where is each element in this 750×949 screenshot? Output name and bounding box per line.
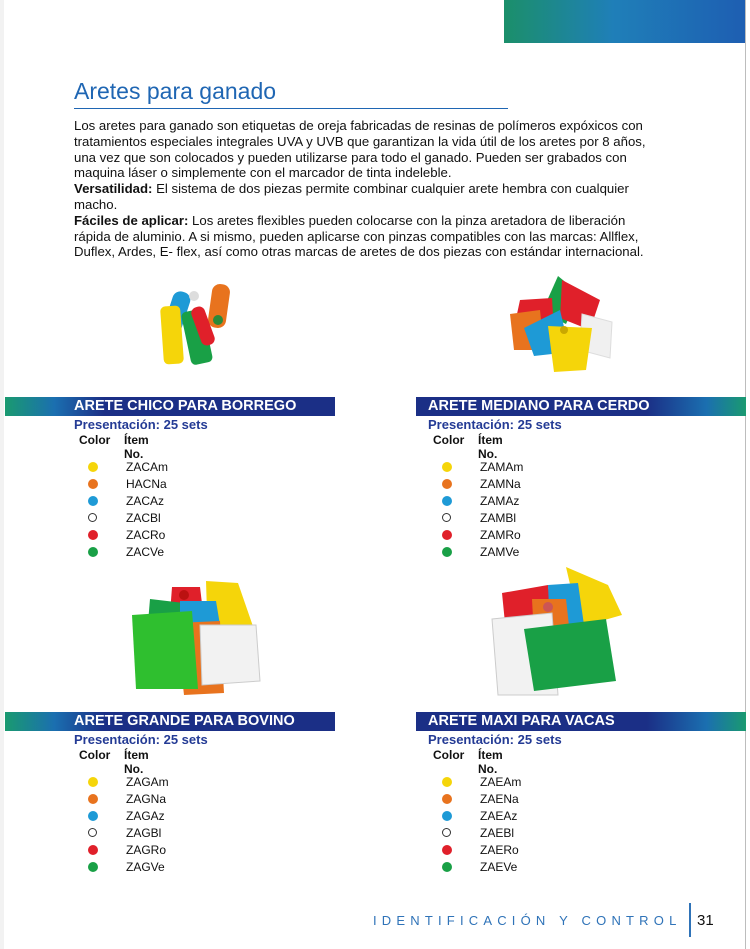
blue-color-dot-icon: [88, 811, 98, 821]
large-bovine-tags-image: [128, 577, 264, 699]
header-color-band: [504, 0, 746, 43]
yellow-color-dot-icon: [442, 462, 452, 472]
presentacion-label: Presentación: 25 sets: [428, 417, 562, 432]
color-column-header: Color: [433, 433, 465, 447]
page-number: 31: [697, 912, 714, 929]
item-code: ZAEVe: [480, 860, 518, 874]
item-code: ZAGBl: [126, 826, 162, 840]
color-column-header: Color: [79, 433, 111, 447]
versatilidad-paragraph: [74, 181, 664, 213]
color-column-header: Color: [79, 748, 111, 762]
blue-color-dot-icon: [88, 496, 98, 506]
item-code: ZAGNa: [126, 792, 167, 806]
item-code: ZAGVe: [126, 860, 165, 874]
item-code: ZAEBl: [480, 826, 515, 840]
item-code: ZAEAm: [480, 775, 522, 789]
faciles-label: Fáciles de aplicar:: [74, 212, 189, 228]
item-code: ZAERo: [480, 843, 519, 857]
red-color-dot-icon: [442, 845, 452, 855]
red-color-dot-icon: [442, 530, 452, 540]
item-code: ZAGAz: [126, 809, 165, 823]
maxi-cow-tags-image: [488, 563, 632, 699]
color-column-header: Color: [433, 748, 465, 762]
versatilidad-label: Versatilidad:: [74, 181, 153, 197]
section-title: ARETE MAXI PARA VACAS: [428, 713, 615, 729]
page-left-edge: [0, 0, 4, 949]
yellow-color-dot-icon: [88, 777, 98, 787]
item-code: ZAMVe: [480, 545, 520, 559]
orange-color-dot-icon: [442, 479, 452, 489]
item-code: ZAMRo: [480, 528, 521, 542]
item-code: ZAMAm: [480, 460, 524, 474]
presentacion-label: Presentación: 25 sets: [428, 732, 562, 747]
item-code: ZAEAz: [480, 809, 518, 823]
presentacion-label: Presentación: 25 sets: [74, 417, 208, 432]
white-color-dot-icon: [442, 828, 451, 837]
item-code: ZACVe: [126, 545, 165, 559]
blue-color-dot-icon: [442, 811, 452, 821]
green-color-dot-icon: [442, 862, 452, 872]
intro-paragraph: Los aretes para ganado son etiquetas de oreja fabricadas de resinas de polímeros expóxicos con tratamientos especiales integrales UVA y UVB que garantizan la vida útil de los aretes por 8 años, una vez que son colocados y pueden utilizarse para todo el ganado. Pueden ser grabados con maquina láser o simplemente con el marcador de tinta indeleble.: [74, 118, 646, 181]
section-title: ARETE MEDIANO PARA CERDO: [428, 398, 650, 414]
section-title: ARETE GRANDE PARA BOVINO: [74, 713, 295, 729]
red-color-dot-icon: [88, 845, 98, 855]
intro-text: [74, 118, 664, 260]
item-code: ZAMBl: [480, 511, 516, 525]
footer-text: IDENTIFICACIÓN Y CONTROL: [373, 913, 682, 928]
page-title: Aretes para ganado: [74, 78, 277, 104]
title-underline: [74, 108, 508, 109]
blue-color-dot-icon: [442, 496, 452, 506]
item-code: ZACBl: [126, 511, 161, 525]
item-column-header: Ítem No.: [478, 433, 503, 461]
page-right-edge: [745, 0, 746, 949]
white-color-dot-icon: [88, 828, 97, 837]
item-code: HACNa: [126, 477, 167, 491]
item-code: ZAGRo: [126, 843, 167, 857]
white-color-dot-icon: [88, 513, 97, 522]
item-code: ZAMAz: [480, 494, 520, 508]
section-title: ARETE CHICO PARA BORREGO: [74, 398, 297, 414]
item-column-header: Ítem No.: [124, 433, 149, 461]
item-code: ZACRo: [126, 528, 166, 542]
item-code: ZAMNa: [480, 477, 521, 491]
green-color-dot-icon: [442, 547, 452, 557]
green-color-dot-icon: [88, 862, 98, 872]
small-sheep-tags-image: [150, 276, 240, 368]
red-color-dot-icon: [88, 530, 98, 540]
orange-color-dot-icon: [88, 794, 98, 804]
item-column-header: Ítem No.: [478, 748, 503, 776]
faciles-text: Los aretes flexibles pueden colocarse con la pinza aretadora de liberación rápida de aluminio. A si mismo, pueden aplicarse con pinzas compatibles con las marcas: Allflex, Duflex, Ardes, E- flex, así como otras marcas de aretes de dos piezas con estándar internacional.: [74, 212, 644, 260]
item-code: ZAGAm: [126, 775, 169, 789]
yellow-color-dot-icon: [442, 777, 452, 787]
orange-color-dot-icon: [88, 479, 98, 489]
yellow-color-dot-icon: [88, 462, 98, 472]
faciles-paragraph: [74, 213, 664, 260]
white-color-dot-icon: [442, 513, 451, 522]
orange-color-dot-icon: [442, 794, 452, 804]
medium-pig-tags-image: [500, 270, 618, 376]
green-color-dot-icon: [88, 547, 98, 557]
item-code: ZACAm: [126, 460, 168, 474]
item-code: ZAENa: [480, 792, 519, 806]
footer-divider: [689, 903, 691, 937]
item-code: ZACAz: [126, 494, 165, 508]
presentacion-label: Presentación: 25 sets: [74, 732, 208, 747]
versatilidad-text: El sistema de dos piezas permite combinar cualquier arete hembra con cualquier macho.: [74, 181, 629, 212]
item-column-header: Ítem No.: [124, 748, 149, 776]
